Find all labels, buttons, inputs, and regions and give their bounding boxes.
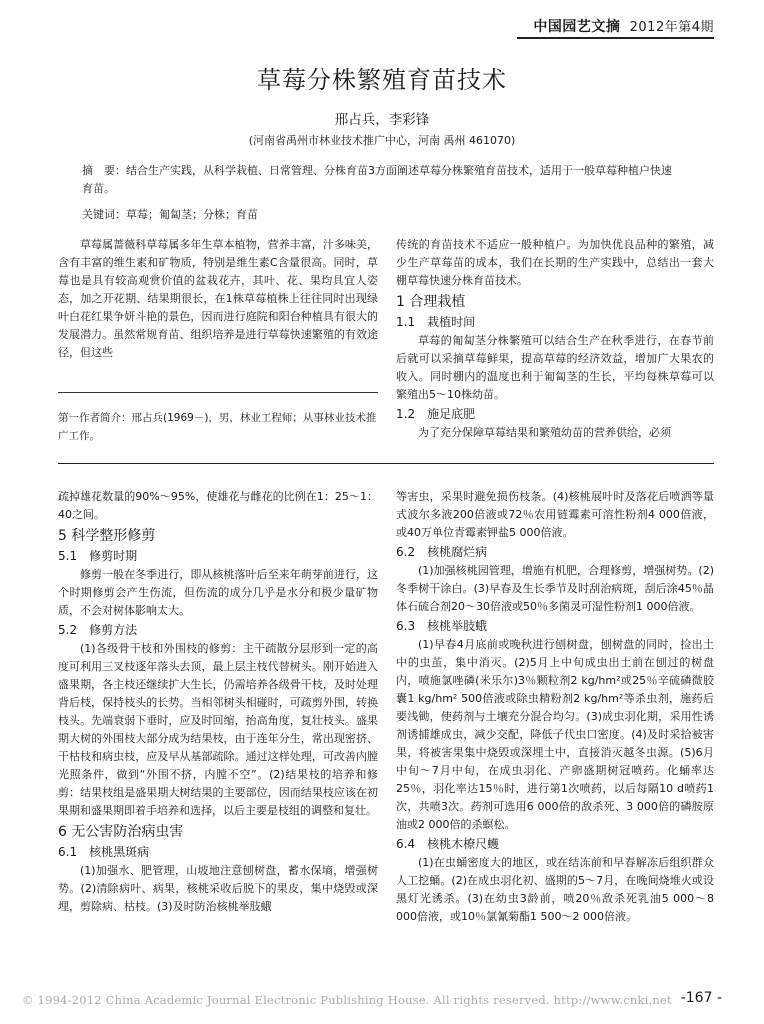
author-affiliation: (河南省禹州市林业技术推广中心，河南 禹州 461070) [248, 134, 516, 147]
paragraph-1-1: 草莓的匍匐茎分株繁殖可以结合生产在秋季进行，在春节前后就可以采摘草莓鲜果，提高草莓的经济效益，增加广大果农的收入。同时棚内的温度也利于匍匐茎的生长，平均每株草莓可以繁殖出5～10株幼苗。 [396, 334, 714, 401]
footnote-rule [58, 392, 378, 393]
subsection-heading-6-2: 6.2 核桃腐烂病 [396, 545, 488, 559]
journal-header [533, 16, 714, 36]
abstract: 摘 要：结合生产实践，从科学栽植、日常管理、分株育苗3方面阐述草莓分株繁殖育苗技术，适用于一般草莓种植户快速育苗。 [82, 164, 672, 195]
section-heading-1: 1 合理栽植 [396, 294, 466, 310]
lower-right-column [396, 488, 714, 926]
article-authors: 邢占兵，李彩锋 [334, 112, 430, 128]
subsection-heading-6-3: 6.3 核桃举肢蛾 [396, 619, 488, 633]
paragraph-5-1: 修剪一般在冬季进行，即从核桃落叶后至来年萌芽前进行，这个时期修剪会产生伤流，但伤流的成分几乎是水分和极少量矿物质，不会对树体影响太大。 [58, 568, 378, 617]
paragraph-1-2: 为了充分保障草莓结果和繁殖幼苗的营养供给，必须 [418, 426, 671, 439]
upper-right-column [396, 236, 714, 442]
author-footnote: 第一作者简介：邢占兵(1969－)，男，林业工程师；从事林业技术推广工作。 [58, 412, 377, 442]
article-title: 草莓分株繁殖育苗技术 [257, 66, 507, 94]
page-number: -167 - [680, 990, 722, 1006]
subsection-heading-6-1: 6.1 核桃黑斑病 [58, 845, 150, 859]
paragraph-6-2: (1)加强核桃园管理，增施有机肥，合理修剪，增强树势。(2)冬季树干涂白。(3)早春及生长季节及时刮治病斑，刮后涂45％晶体石硫合剂20～30倍液或50％多菌灵可湿性粉剂1 000倍液。 [396, 564, 714, 613]
intro-paragraph: 草莓属蔷薇科草莓属多年生草本植物，营养丰富，汁多味美，含有丰富的维生素和矿物质，特别是维生素C含量很高。同时，草莓也是具有较高观赏价值的盆栽花卉，其叶、花、果均具宜人姿态，加之开花期、结果期很长，在1株草莓植株上往往同时出现绿叶白花红果争妍斗艳的景色，因而进行庭院和阳台种植具有很大的发展潜力。虽然常规育苗、组织培养是进行草莓快速繁殖的有效途径，但这些 [58, 238, 378, 359]
continued-paragraph: 疏掉雄花数量的90%～95%，使雄花与雌花的比例在1：25～1：40之间。 [58, 490, 378, 521]
paragraph-5-2: (1)各级骨干枝和外围枝的修剪：主干疏散分层形到一定的高度可利用三叉枝逐年落头去顶，最上层主枝代替树头。刚开始进入盛果期，各主枝还继续扩大生长，仍需培养各级骨干枝，及时处理背后枝，保持枝头的长势。当相邻树头相碰时，可疏剪外围，转换枝头。先端衰弱下垂时，应及时回缩，抬高角度，复壮枝头。盛果期大树的外围枝大部分成为结果枝，由于连年分生，常出现密挤、干枯枝和病虫枝，应及早从基部疏除。通过这样处理，可改善内膛光照条件，做到“外围不挤，内膛不空”。(2)结果枝的培养和修剪：结果枝组是盛果期大树结果的主要部位，因而结果枝应该在初果期和盛果期即着手培养和选择，以后主要是枝组的调整和复壮。 [58, 642, 378, 817]
upper-left-column [58, 236, 378, 362]
keywords: 关键词：草莓；匍匐茎；分株；育苗 [82, 208, 258, 221]
journal-name: 中国园艺文摘 [533, 19, 621, 35]
paragraph-6-3: (1)早春4月底前或晚秋进行刨树盘，刨树盘的同时，捡出土中的虫茧，集中消灭。(2)5月上中旬成虫出土前在刨过的树盘内，喷施氯唑磷(米乐尔)3％颗粒剂2 kg/hm²或25％辛硫磷微胶囊1 kg/hm² 500倍液或除虫精粉剂2 kg/hm²等杀虫剂，施药后要浅锄，使药剂与土壤充分混合均匀。(3)成虫羽化期，采用性诱剂诱捕雄成虫，减少交配，降低子代虫口密度。(4)及时采拾被害果，将被害果集中烧毁或深埋土中，直接消灭越冬虫源。(5)6月中旬～7月中旬，在成虫羽化、产卵盛期树冠喷药。化蛹率达25％，羽化率达15％时，进行第1次喷药，以后每隔10 d喷药1次，共喷3次。药剂可选用6 000倍的敌杀死、3 000倍的磷胺原油或2 000倍的杀螟松。 [396, 638, 714, 831]
subsection-heading-5-1: 5.1 修剪时期 [58, 549, 138, 563]
intro-continued: 传统的育苗技术不适应一般种植户。为加快优良品种的繁殖，减少生产草莓苗的成本，我们在长期的生产实践中，总结出一套大棚草莓快速分株育苗技术。 [396, 238, 714, 287]
subsection-heading-1-2: 1.2 施足底肥 [396, 407, 476, 421]
subsection-heading-5-2: 5.2 修剪方法 [58, 623, 138, 637]
section-heading-5: 5 科学整形修剪 [58, 528, 156, 544]
header-rule [517, 37, 714, 39]
copyright-notice: © 1994-2012 China Academic Journal Electronic Publishing House. All rights reserved. http://www.cnki.net [22, 993, 672, 1007]
subsection-heading-1-1: 1.1 栽植时间 [396, 315, 476, 329]
section-heading-6: 6 无公害防治病虫害 [58, 824, 184, 840]
subsection-heading-6-4: 6.4 核桃木橑尺蠖 [396, 837, 500, 851]
paragraph-6-1: (1)加强水、肥管理，山坡地注意刨树盘，蓄水保墒，增强树势。(2)清除病叶、病果，核桃采收后脱下的果皮，集中烧毁或深埋，剪除病、枯枝。(3)及时防治核桃举肢蛾 [58, 864, 378, 913]
page-divider [58, 463, 714, 464]
lower-left-column [58, 488, 378, 916]
continued-paragraph-6-1: 等害虫，采果时避免损伤枝条。(4)核桃展叶时及落花后喷洒等量式波尔多液200倍液或72％农用链霉素可溶性粉剂4 000倍液，或40万单位青霉素钾盐5 000倍液。 [396, 490, 714, 539]
paragraph-6-4: (1)在虫蛹密度大的地区，或在结冻前和早春解冻后组织群众人工挖蛹。(2)在成虫羽化初、盛期的5～7月，在晚间烧堆火或设黑灯光诱杀。(3)在幼虫3龄前，喷20％敌杀死乳油5 000～8 000倍液，或10％氯氰菊酯1 500～2 000倍液。 [396, 856, 714, 923]
issue-number: 2012年第4期 [629, 20, 714, 35]
